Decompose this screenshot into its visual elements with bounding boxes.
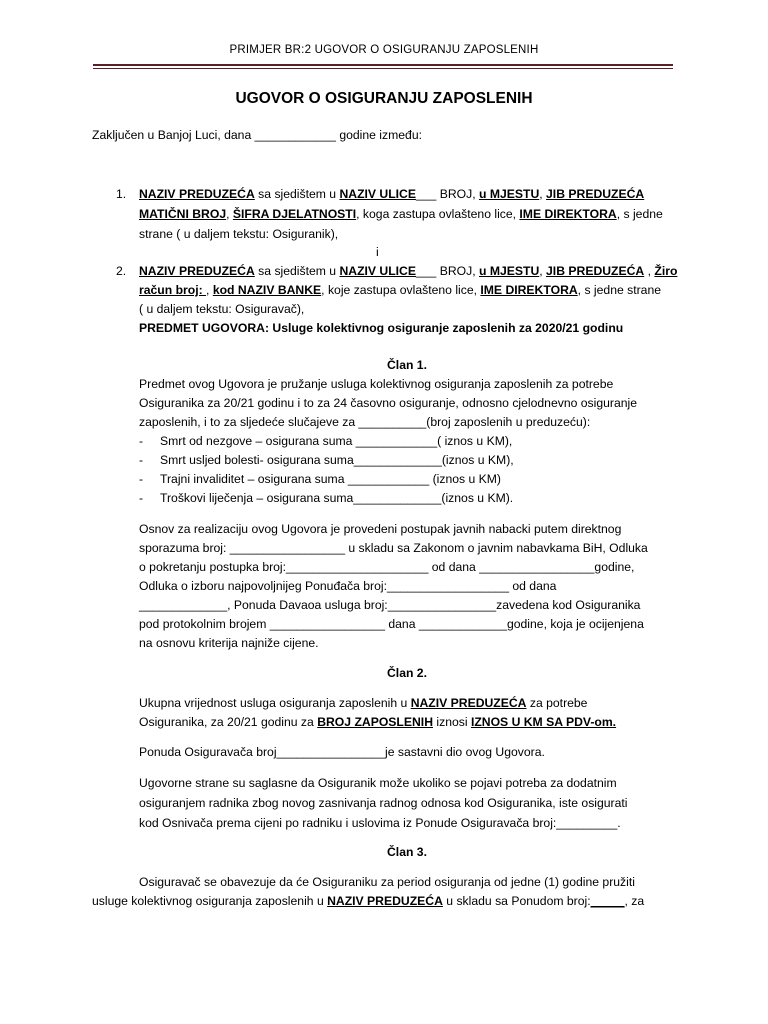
article-2-extra-line: kod Osnivača prema cijeni po radniku i uslovima iz Ponude Osiguravača broj:_________. [139, 816, 621, 830]
page-header: PRIMJER BR:2 UGOVOR O OSIGURANJU ZAPOSLENIH [229, 44, 539, 56]
text: ___ BROJ, [415, 264, 479, 278]
city-name: u MJESTU [478, 187, 540, 201]
offer-number-blank: _____ [590, 894, 625, 908]
registration-number: MATIČNI BROJ [139, 207, 227, 221]
city-name: u MJESTU [478, 264, 540, 278]
article-3-line1: Osiguravač se obavezuje da će Osiguraniku za period osiguranja od jedne (1) godine pružiti [139, 875, 635, 889]
company-name: NAZIV PREDUZEĆA [139, 264, 255, 278]
text: , za [624, 894, 645, 908]
bank-name: kod NAZIV BANKE [212, 283, 322, 297]
article-2-offer-line: Ponuda Osiguravača broj________________je sastavni dio ovog Ugovora. [139, 745, 545, 759]
article-3-heading: Član 3. [387, 845, 427, 859]
header-rule-thick [93, 64, 673, 66]
article-2-extra-line: osiguranjem radnika zbog novog zasnivanja radnog odnosa kod Osiguranika, iste osigurati [139, 796, 628, 810]
text: , koje zastupa ovlašteno lice, [321, 283, 481, 297]
text: Ukupna vrijednost usluga osiguranja zaposlenih u [139, 696, 411, 710]
article-1-basis-line: Odluka o izboru najpovoljnijeg Ponuđača broj:__________________ od dana [139, 579, 557, 593]
article-1-basis-line: pod protokolnim brojem _________________ dana _____________godine, koja je ocijenjena [139, 617, 644, 631]
company-name: NAZIV PREDUZEĆA [139, 187, 255, 201]
article-1-line: zaposlenih, i to za sljedeće slučajeve za __________(broj zaposlenih u preduzeću): [139, 415, 591, 429]
company-name: NAZIV PREDUZEĆA [410, 696, 527, 710]
party1-line3: strane ( u daljem tekstu: Osiguranik), [139, 227, 339, 241]
company-name: NAZIV PREDUZEĆA [327, 894, 443, 908]
text: , [539, 264, 547, 278]
street-name: NAZIV ULICE [339, 187, 416, 201]
list-dash: - [139, 491, 144, 505]
text: za potrebe [526, 696, 588, 710]
director-name: IME DIREKTORA [519, 207, 617, 221]
director-name: IME DIREKTORA [480, 283, 578, 297]
text: , s jedne strane [577, 283, 662, 297]
article-1-basis-line: na osnovu kriterija najniže cijene. [139, 636, 319, 650]
intro-line: Zaključen u Banjoj Luci, dana ____________ godine između: [92, 128, 422, 142]
article-1-basis-line: o pokretanju postupka broj:_____________________ od dana _________________godine, [139, 560, 635, 574]
party1-line1 [139, 186, 644, 202]
article-2-value-line1 [139, 695, 587, 711]
coverage-item: Trajni invaliditet – osigurana suma ____________ (iznos u KM) [160, 472, 501, 486]
text: , [226, 207, 233, 221]
list-dash: - [139, 472, 144, 486]
coverage-item: Troškovi liječenja – osigurana suma_____________(iznos u KM). [160, 491, 514, 505]
party1-number: 1. [116, 187, 127, 201]
street-name: NAZIV ULICE [339, 264, 416, 278]
company-jib: JIB PREDUZEĆA [546, 264, 645, 278]
list-dash: - [139, 434, 144, 448]
account-label: Žiro [654, 264, 678, 278]
article-2-heading: Član 2. [387, 666, 427, 680]
article-1-line: Osiguranika za 20/21 godinu i to za 24 časovno osiguranje, odnosno cjelodnevno osiguranje [139, 396, 637, 410]
activity-code: ŠIFRA DJELATNOSTI [232, 207, 357, 221]
coverage-item: Smrt usljed bolesti- osigurana suma_____________(iznos u KM), [160, 453, 514, 467]
coverage-item: Smrt od nezgove – osigurana suma ____________( iznos u KM), [160, 434, 513, 448]
employee-count: BROJ ZAPOSLENIH [317, 715, 433, 729]
list-dash: - [139, 453, 144, 467]
account-number-label: račun broj: [139, 283, 207, 297]
text: , [644, 264, 655, 278]
text: Osiguranika, za 20/21 godinu za [139, 715, 318, 729]
party2-line1 [139, 263, 677, 279]
party2-number: 2. [116, 264, 127, 278]
text: usluge kolektivnog osiguranja zaposlenih u [92, 894, 328, 908]
text: , s jedne [616, 207, 663, 221]
text: sa sjedištem u [254, 187, 340, 201]
text: , [206, 283, 213, 297]
party2-line2 [139, 282, 661, 298]
text: , [539, 187, 547, 201]
article-1-basis-line: sporazuma broj: _________________ u skladu sa Zakonom o javnim nabavkama BiH, Odluka [139, 541, 648, 555]
conjunction-i: i [376, 245, 379, 259]
article-1-basis-line: _____________, Ponuda Davaoa usluga broj:________________zavedena kod Osiguranika [139, 598, 641, 612]
header-rule-thin [93, 68, 673, 69]
party2-line3: ( u daljem tekstu: Osiguravač), [139, 302, 305, 316]
text: , koga zastupa ovlašteno lice, [356, 207, 520, 221]
company-jib: JIB PREDUZEĆA [546, 187, 645, 201]
party1-line2 [139, 206, 663, 222]
article-1-basis-line: Osnov za realizaciju ovog Ugovora je provedeni postupak javnih nabacki putem direktnog [139, 522, 622, 536]
text: iznosi [433, 715, 471, 729]
article-1-heading: Član 1. [387, 358, 427, 372]
article-2-value-line2 [139, 714, 616, 730]
text: ___ BROJ, [415, 187, 479, 201]
article-2-extra-line: Ugovorne strane su saglasne da Osiguranik može ukoliko se pojavi potreba za dodatnim [139, 776, 617, 790]
contract-subject: PREDMET UGOVORA: Usluge kolektivnog osiguranje zaposlenih za 2020/21 godinu [139, 321, 624, 335]
article-3-line2 [92, 893, 644, 909]
document-title: UGOVOR O OSIGURANJU ZAPOSLENIH [235, 90, 533, 107]
text: u skladu sa Ponudom broj: [442, 894, 591, 908]
article-1-line: Predmet ovog Ugovora je pružanje usluga kolektivnog osiguranja zaposlenih za potrebe [139, 377, 614, 391]
amount-with-vat: IZNOS U KM SA PDV-om. [470, 715, 617, 729]
text: sa sjedištem u [254, 264, 340, 278]
